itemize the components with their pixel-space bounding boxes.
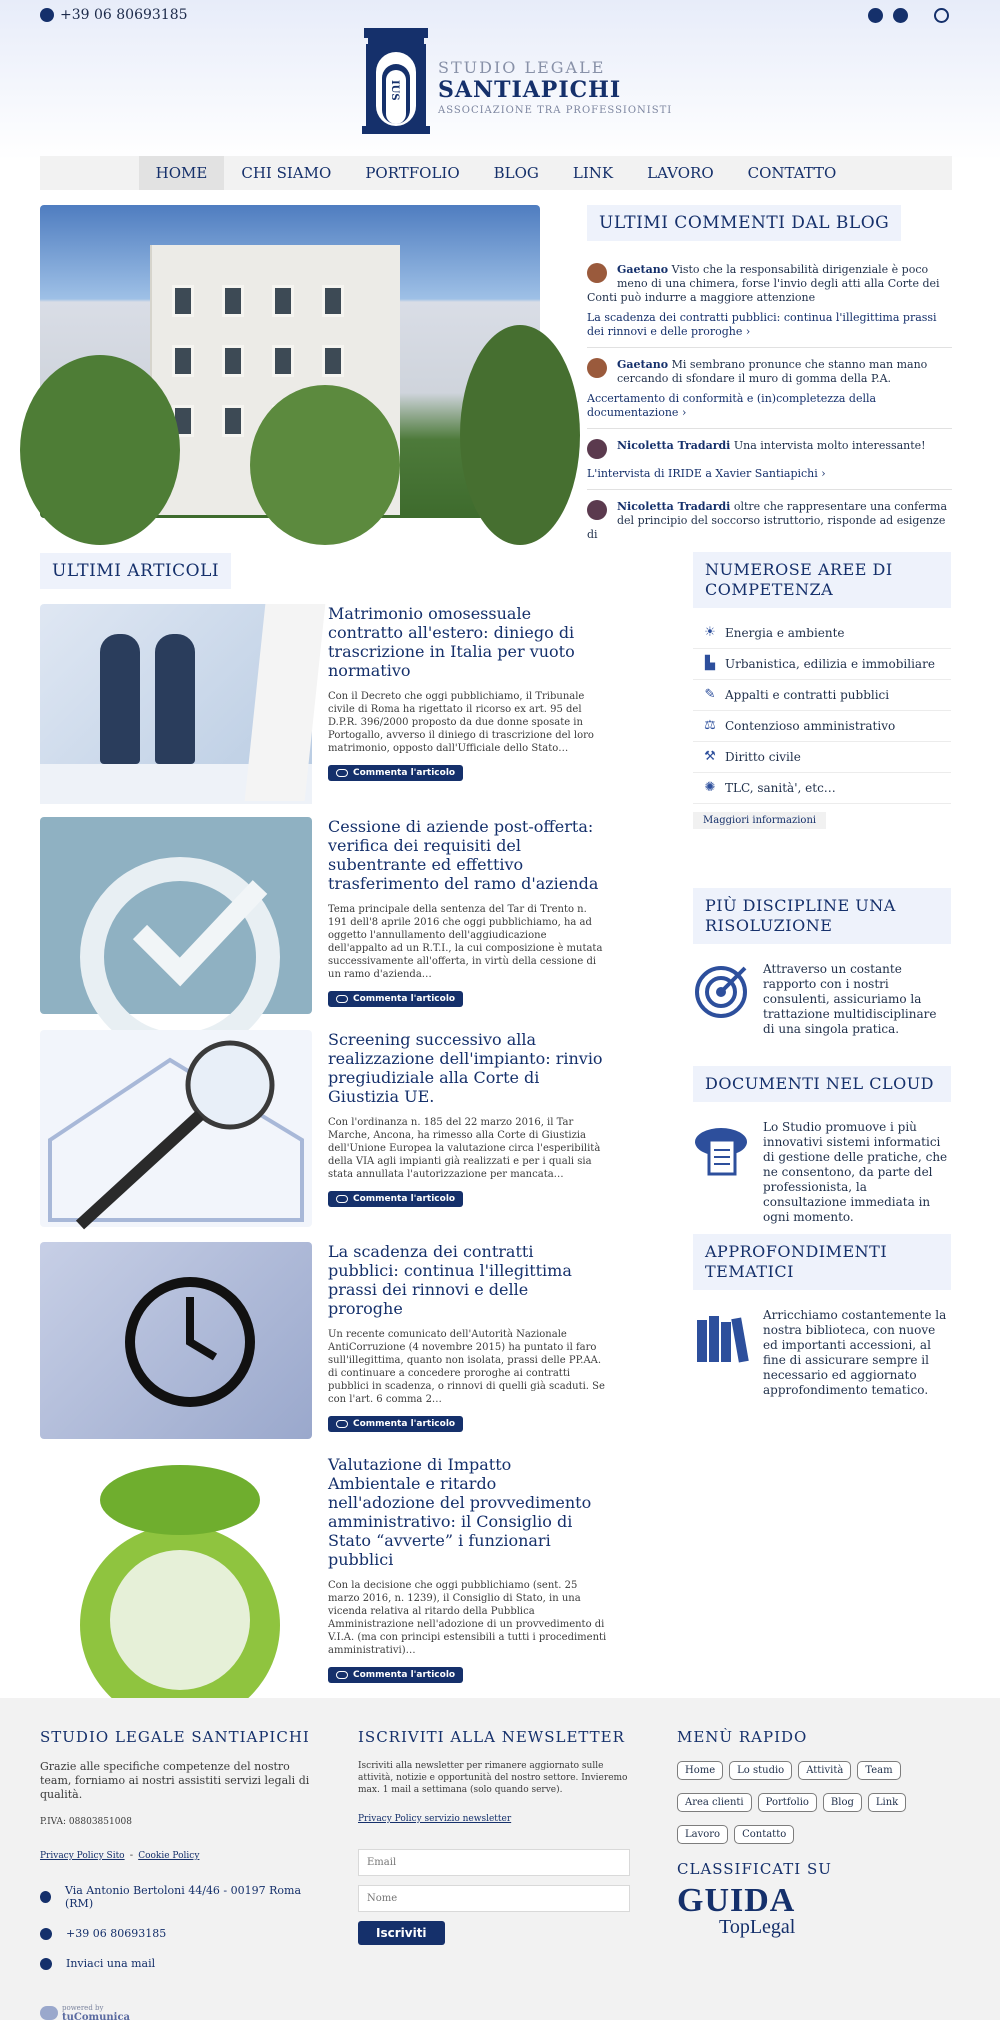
nav-lavoro[interactable]: LAVORO bbox=[647, 164, 714, 182]
quick-link-attivita[interactable]: Attività bbox=[798, 1761, 851, 1780]
facebook-icon[interactable] bbox=[868, 8, 883, 23]
cloud-box bbox=[693, 1066, 951, 1225]
buildings-icon: ▙ bbox=[705, 656, 715, 671]
comment-post-link[interactable]: Accertamento di conformità e (in)completezza della documentazione › bbox=[587, 392, 952, 429]
logo-line3: ASSOCIAZIONE TRA PROFESSIONISTI bbox=[438, 105, 673, 116]
area-item-civile[interactable]: ⚒ Diritto civile bbox=[693, 742, 951, 773]
target-icon bbox=[693, 962, 751, 1020]
article-image[interactable] bbox=[40, 817, 312, 1014]
comments-title: ULTIMI COMMENTI DAL BLOG bbox=[587, 205, 901, 241]
area-item-energia[interactable]: ☀ Energia e ambiente bbox=[693, 618, 951, 649]
article-excerpt: Con l'ordinanza n. 185 del 22 marzo 2016, il Tar Marche, Ancona, ha rimesso alla Corte di Giustizia dell'Unione Europea la valutazione circa l'esperibilità della VIA agli impianti già realizzati e per i quali sia stata annullata l'autorizzazione per mancata… bbox=[328, 1117, 601, 1180]
article-image[interactable] bbox=[40, 604, 312, 801]
comment-article-button[interactable]: Commenta l'articolo bbox=[328, 1416, 463, 1432]
name-field[interactable] bbox=[358, 1885, 630, 1912]
quick-menu-title: MENÙ RAPIDO bbox=[677, 1728, 808, 1746]
cookie-policy-link[interactable]: Cookie Policy bbox=[138, 1851, 200, 1861]
footer-address: Via Antonio Bertoloni 44/46 - 00197 Roma (RM) bbox=[40, 1884, 310, 1910]
comment-text: Mi sembrano pronunce che stanno man mano cercando di sfondare il muro di gomma della P.A. bbox=[617, 358, 928, 385]
articles-heading bbox=[40, 553, 231, 589]
competence-box bbox=[693, 552, 951, 829]
speech-bubble-icon bbox=[336, 1420, 348, 1428]
subscribe-button[interactable]: Iscriviti bbox=[358, 1921, 445, 1945]
nav-portfolio[interactable]: PORTFOLIO bbox=[365, 164, 460, 182]
comment-item bbox=[587, 500, 952, 542]
quick-link-lavoro[interactable]: Lavoro bbox=[677, 1825, 728, 1844]
nav-blog[interactable]: BLOG bbox=[493, 164, 539, 182]
cloud-feature bbox=[693, 1120, 951, 1225]
tucomunica-icon bbox=[40, 2006, 58, 2020]
area-item-tlc[interactable]: ✺ TLC, sanità', etc… bbox=[693, 773, 951, 804]
quick-menu-tags bbox=[677, 1758, 937, 1854]
virus-icon: ✺ bbox=[704, 780, 716, 795]
powered-by-logo[interactable]: powered by tuComunica bbox=[40, 2004, 310, 2022]
comment-text: Una intervista molto interessante! bbox=[733, 439, 926, 452]
main-nav bbox=[40, 156, 952, 190]
sun-icon: ☀ bbox=[704, 625, 716, 640]
comment-author: Gaetano bbox=[617, 263, 669, 276]
area-item-urbanistica[interactable]: ▙ Urbanistica, edilizia e immobiliare bbox=[693, 649, 951, 680]
privacy-policy-link[interactable]: Privacy Policy Sito bbox=[40, 1851, 125, 1861]
nav-home[interactable]: HOME bbox=[139, 156, 225, 190]
article-item bbox=[328, 604, 608, 781]
balance-icon: ⚖ bbox=[704, 718, 716, 733]
footer-newsletter bbox=[358, 1728, 633, 1945]
avatar bbox=[587, 263, 607, 283]
logo-line2: SANTIAPICHI bbox=[438, 77, 622, 103]
footer-piva: P.IVA: 08803851008 bbox=[40, 1817, 132, 1827]
quick-link-lo-studio[interactable]: Lo studio bbox=[729, 1761, 792, 1780]
logo-text[interactable] bbox=[438, 58, 672, 116]
footer-about-title: STUDIO LEGALE SANTIAPICHI bbox=[40, 1728, 310, 1746]
newsletter-privacy-link[interactable]: Privacy Policy servizio newsletter bbox=[358, 1814, 512, 1824]
article-excerpt: Un recente comunicato dell'Autorità Nazionale AntiCorruzione (4 novembre 2015) ha puntato il faro sull'illegittima, quanto non isolata, prassi delle PP.AA. di continuare a concedere proroghe ai contratti pubblici in scadenza, o rinnovi di quelli già scaduti. Se con l'art. 6 comma 2… bbox=[328, 1329, 605, 1405]
speech-bubble-icon bbox=[336, 769, 348, 777]
comment-author: Nicoletta Tradardi bbox=[617, 439, 731, 452]
article-title[interactable]: Valutazione di Impatto Ambientale e ritardo nell'adozione del provvedimento amministrativo: il Consiglio di Stato “avverte” i funzionari pubblici bbox=[328, 1455, 592, 1569]
article-title[interactable]: Cessione di aziende post-offerta: verifica dei requisiti del subentrante ed effettivo trasferimento del ramo d'azienda bbox=[328, 817, 599, 893]
newsletter-text: Iscriviti alla newsletter per rimanere aggiornato sulle attività, notizie e opportunità del nostro settore. Invieremo max. 1 mail a settimana (solo quando serve). bbox=[358, 1761, 628, 1795]
comment-post-link[interactable]: La scadenza dei contratti pubblici: continua l'illegittima prassi dei rinnovi e delle proroghe › bbox=[587, 311, 952, 348]
competence-title: NUMEROSE AREE DI COMPETENZA bbox=[693, 552, 951, 608]
article-excerpt: Con la decisione che oggi pubblichiamo (sent. 25 marzo 2016, n. 1239), il Consiglio di Stato, in una vicenda relativa al ritardo della Pubblica Amministrazione nell'adozione di un provvedimento di V.I.A. (ma con principi estensibili a tutti i procedimenti amministrativi)… bbox=[328, 1580, 607, 1656]
article-excerpt: Con il Decreto che oggi pubblichiamo, il Tribunale civile di Roma ha rigettato il ricorso ex art. 95 del D.P.R. 396/2000 proposto da due donne sposate in Portogallo, avverso il diniego di trascrizione del loro matrimonio, opposto dall'Ufficiale dello Stato… bbox=[328, 691, 594, 754]
article-item bbox=[328, 1030, 608, 1207]
newsletter-title: ISCRIVITI ALLA NEWSLETTER bbox=[358, 1728, 625, 1746]
avatar bbox=[587, 358, 607, 378]
article-image[interactable] bbox=[40, 1242, 312, 1439]
phone-icon bbox=[40, 8, 54, 22]
comments-box bbox=[587, 205, 952, 541]
comment-author: Nicoletta Tradardi bbox=[617, 500, 731, 513]
disciplines-title: PIÙ DISCIPLINE UNA RISOLUZIONE bbox=[693, 888, 951, 944]
quick-link-link[interactable]: Link bbox=[868, 1793, 906, 1812]
gavel-icon: ⚒ bbox=[704, 749, 716, 764]
comment-item bbox=[587, 263, 952, 348]
area-item-contenzioso[interactable]: ⚖ Contenzioso amministrativo bbox=[693, 711, 951, 742]
article-image[interactable] bbox=[40, 1030, 312, 1227]
comment-article-button[interactable]: Commenta l'articolo bbox=[328, 1191, 463, 1207]
disciplines-feature bbox=[693, 962, 951, 1037]
more-info-button[interactable]: Maggiori informazioni bbox=[693, 812, 826, 829]
comment-post-link[interactable]: L'intervista di IRIDE a Xavier Santiapichi › bbox=[587, 467, 952, 490]
area-item-appalti[interactable]: ✎ Appalti e contratti pubblici bbox=[693, 680, 951, 711]
topics-text: Arricchiamo costantemente la nostra biblioteca, con nuove ed importanti accessioni, al fine di assicurare sempre il necessario ed aggiornato approfondimento tematico. bbox=[763, 1308, 947, 1397]
avatar bbox=[587, 500, 607, 520]
article-image[interactable] bbox=[40, 1455, 312, 1652]
comment-text: oltre che rappresentare una conferma del principio del soccorso istruttorio, risponde ad esigenze di bbox=[587, 500, 948, 541]
comment-author: Gaetano bbox=[617, 358, 669, 371]
footer-about: STUDIO LEGALE SANTIAPICHI Grazie alle specifiche competenze del nostro team, forniamo ai nostri assistiti servizi legali di qualità. P.IVA: 08803851008 Privacy Policy Sito - Cookie Policy Via Antonio Bertoloni 44/46 - 00197 Roma (RM) +39 06 80693185 Inviaci una mail powered by tuComunica bbox=[40, 1728, 310, 2023]
topics-title: APPROFONDIMENTI TEMATICI bbox=[693, 1234, 951, 1290]
disciplines-box bbox=[693, 888, 951, 1037]
map-pin-icon bbox=[40, 1891, 51, 1903]
header-phone[interactable] bbox=[40, 7, 188, 23]
comment-item bbox=[587, 358, 952, 429]
twitter-icon[interactable] bbox=[893, 8, 908, 23]
speech-bubble-icon bbox=[336, 1671, 348, 1679]
footer-phone[interactable]: +39 06 80693185 bbox=[40, 1927, 310, 1940]
footer-quick-menu bbox=[677, 1728, 952, 1940]
books-icon bbox=[693, 1308, 751, 1366]
email-field[interactable] bbox=[358, 1849, 630, 1876]
comment-article-button[interactable]: Commenta l'articolo bbox=[328, 765, 463, 781]
disciplines-text: Attraverso un costante rapporto con i nostri consulenti, assicuriamo la trattazione multidisciplinare di una singola pratica. bbox=[763, 962, 937, 1036]
topics-box bbox=[693, 1234, 951, 1398]
quick-link-blog[interactable]: Blog bbox=[823, 1793, 862, 1812]
mail-icon bbox=[40, 1958, 52, 1970]
social-links bbox=[868, 8, 949, 23]
logo-line1: STUDIO LEGALE bbox=[438, 58, 606, 77]
article-title[interactable]: Matrimonio omosessuale contratto all'estero: diniego di trascrizione in Italia per vuoto normativo bbox=[328, 604, 575, 680]
logo-mark[interactable] bbox=[362, 28, 430, 134]
article-title[interactable]: Screening successivo alla realizzazione dell'impianto: rinvio pregiudiziale alla Corte di Giustizia UE. bbox=[328, 1030, 603, 1106]
article-item bbox=[328, 817, 608, 1007]
nav-link[interactable]: LINK bbox=[572, 164, 614, 182]
articles-title: ULTIMI ARTICOLI bbox=[40, 553, 231, 589]
comment-article-button[interactable]: Commenta l'articolo bbox=[328, 991, 463, 1007]
quick-link-portfolio[interactable]: Portfolio bbox=[758, 1793, 817, 1812]
footer bbox=[0, 1698, 1000, 2023]
article-excerpt: Tema principale della sentenza del Tar di Trento n. 191 dell'8 aprile 2016 che oggi pubblichiamo, ha ad oggetto l'annullamento dell'aggiudicazione dell'appalto ad un R.T.I., la cui composizione è mutata successivamente all'offerta, in virtù della cessione di un ramo d'azienda… bbox=[328, 904, 603, 980]
cloud-title: DOCUMENTI NEL CLOUD bbox=[693, 1066, 951, 1102]
cloud-text: Lo Studio promuove i più innovativi sistemi informatici di gestione delle pratiche, che ne consentono, da parte del professionista, la consultazione immediata in ogni momento. bbox=[763, 1120, 948, 1224]
cloud-document-icon bbox=[693, 1120, 751, 1178]
quick-link-contatto[interactable]: Contatto bbox=[734, 1825, 794, 1844]
quick-link-area-clienti[interactable]: Area clienti bbox=[677, 1793, 752, 1812]
speech-bubble-icon bbox=[336, 995, 348, 1003]
quick-link-home[interactable]: Home bbox=[677, 1761, 723, 1780]
quick-link-team[interactable]: Team bbox=[857, 1761, 900, 1780]
logo-mark-text: IUS bbox=[389, 80, 400, 101]
hero-image bbox=[40, 205, 540, 518]
comment-text: Visto che la responsabilità dirigenziale è poco meno di una chimera, forse l'invio degli atti alla Corte dei Conti può indurre a maggiore attenzione bbox=[587, 263, 940, 304]
classified-title: CLASSIFICATI SU bbox=[677, 1860, 832, 1878]
article-title[interactable]: La scadenza dei contratti pubblici: continua l'illegittima prassi dei rinnovi e delle proroghe bbox=[328, 1242, 572, 1318]
phone-icon bbox=[40, 1928, 52, 1940]
header-phone-number: +39 06 80693185 bbox=[60, 7, 188, 23]
document-edit-icon: ✎ bbox=[704, 687, 716, 702]
footer-mail[interactable]: Inviaci una mail bbox=[40, 1957, 310, 1970]
nav-chi-siamo[interactable]: CHI SIAMO bbox=[241, 164, 332, 182]
search-icon[interactable] bbox=[934, 8, 949, 23]
article-item bbox=[328, 1455, 608, 1683]
avatar bbox=[587, 439, 607, 459]
topics-feature bbox=[693, 1308, 951, 1398]
comment-article-button[interactable]: Commenta l'articolo bbox=[328, 1667, 463, 1683]
guida-toplegal-logo[interactable]: GUIDA TopLegal bbox=[677, 1882, 796, 1938]
speech-bubble-icon bbox=[336, 1195, 348, 1203]
article-item bbox=[328, 1242, 608, 1432]
comment-item bbox=[587, 439, 952, 490]
nav-contatto[interactable]: CONTATTO bbox=[747, 164, 837, 182]
footer-about-text: Grazie alle specifiche competenze del nostro team, forniamo ai nostri assistiti servizi legali di qualità. bbox=[40, 1760, 310, 1801]
